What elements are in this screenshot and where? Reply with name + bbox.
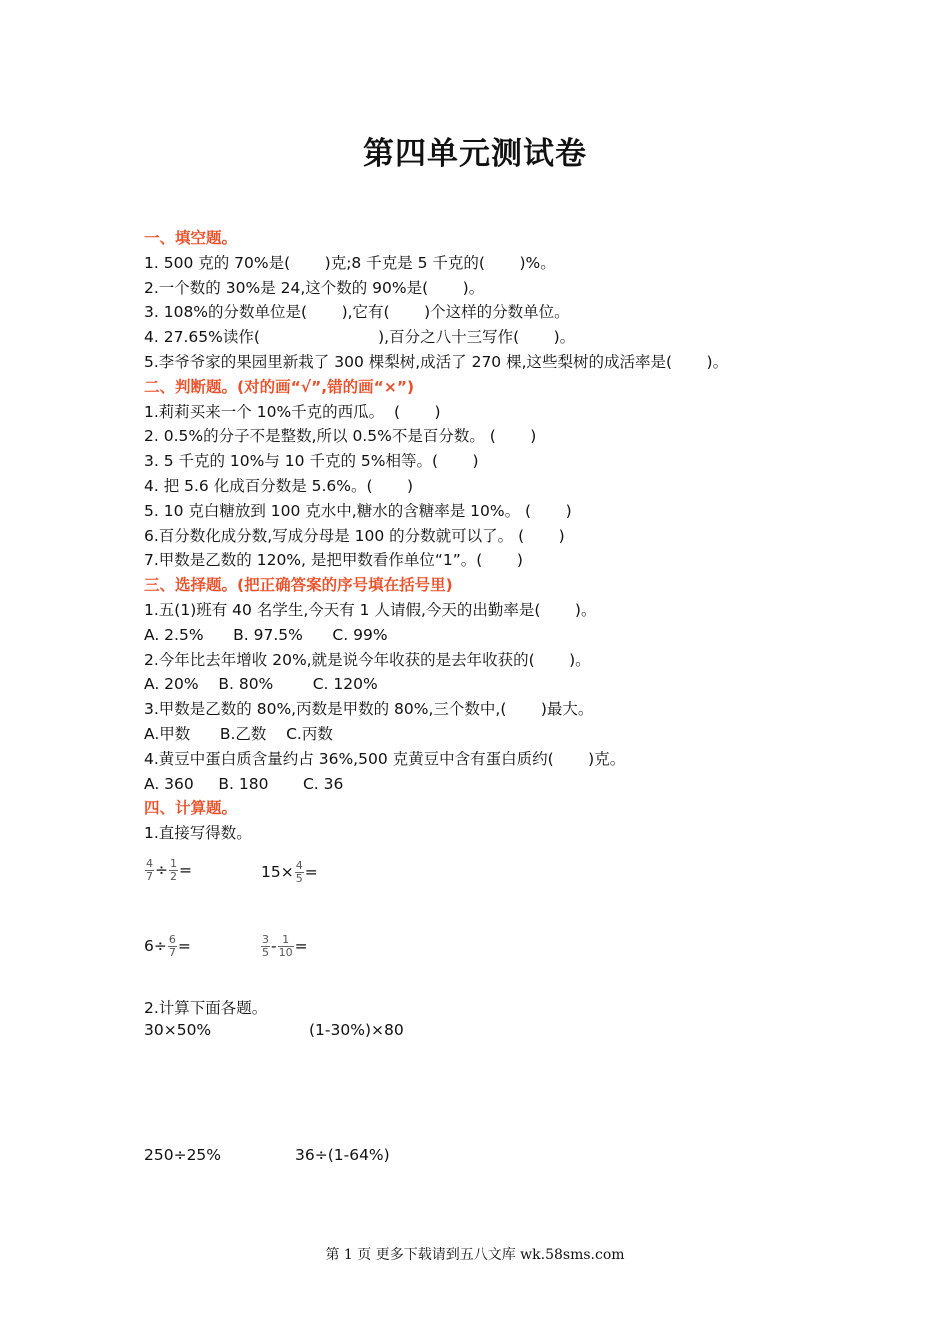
question-line: 1.五(1)班有 40 名学生,今天有 1 人请假,今天的出勤率是( )。 (144, 600, 597, 619)
expr-whole-times-fraction: 15× $\frac{4}{5}$ = (261, 859, 318, 885)
question-line: 4. 把 5.6 化成百分数是 5.6%。( ) (144, 476, 414, 495)
question-line: 1.直接写得数。 (144, 824, 252, 843)
question-line: A. 20% B. 80% C. 120% (144, 675, 378, 694)
question-line: 2. 0.5%的分子不是整数,所以 0.5%不是百分数。 ( ) (144, 427, 537, 446)
question-line: 3.甲数是乙数的 80%,丙数是甲数的 80%,三个数中,( )最大。 (144, 700, 594, 719)
expr-fraction-divide: $\frac{4}{7}$ ÷ $\frac{1}{2}$ = (146, 857, 192, 883)
calc-item-4: 36÷(1-64%) (295, 1146, 390, 1164)
direct-calc-row-2 (144, 934, 544, 974)
question-line: 1.莉莉买来一个 10%千克的西瓜。 ( ) (144, 402, 441, 421)
expr-whole-divide-fraction: 6÷ $\frac{6}{7}$ = (144, 933, 191, 959)
question-line: 2.一个数的 30%是 24,这个数的 90%是( )。 (144, 278, 485, 297)
page-footer: 第 1 页 更多下载请到五八文库 wk.58sms.com (325, 1247, 625, 1263)
question-line: 4.黄豆中蛋白质含量约占 36%,500 克黄豆中含有蛋白质约( )克。 (144, 749, 626, 768)
expr-fraction-subtract: $\frac{3}{5}$ - $\frac{1}{10}$ = (262, 933, 308, 959)
question-line: A. 2.5% B. 97.5% C. 99% (144, 625, 388, 644)
page-title: 第四单元测试卷 (363, 136, 587, 172)
question-line: A.甲数 B.乙数 C.丙数 (144, 724, 333, 743)
question-line: 7.甲数是乙数的 120%, 是把甲数看作单位“1”。( ) (144, 551, 523, 570)
question-line: 5. 10 克白糖放到 100 克水中,糖水的含糖率是 10%。 ( ) (144, 501, 572, 520)
question-line: 3. 108%的分数单位是( ),它有( )个这样的分数单位。 (144, 303, 570, 322)
calc-item-3: 250÷25% (144, 1146, 222, 1164)
section-heading: 三、选择题。(把正确答案的序号填在括号里) (144, 576, 453, 595)
question-line: 1. 500 克的 70%是( )克;8 千克是 5 千克的( )%。 (144, 253, 556, 272)
section-heading: 一、填空题。 (144, 229, 238, 247)
calc-title: 2.计算下面各题。 (144, 999, 268, 1017)
calc-item-1: 30×50% (144, 1021, 212, 1039)
question-line: A. 360 B. 180 C. 36 (144, 774, 344, 793)
calc-item-2: (1-30%)×80 (309, 1021, 404, 1039)
direct-calc-row-1 (144, 858, 544, 898)
question-line: 3. 5 千克的 10%与 10 千克的 5%相等。( ) (144, 452, 479, 471)
question-line: 5.李爷爷家的果园里新栽了 300 棵梨树,成活了 270 棵,这些梨树的成活率是( )。 (144, 352, 729, 371)
calc-row-1 (144, 1021, 544, 1045)
question-line: 6.百分数化成分数,写成分母是 100 的分数就可以了。 ( ) (144, 526, 565, 545)
question-line: 4. 27.65%读作( ),百分之八十三写作( )。 (144, 328, 576, 347)
question-list (144, 226, 924, 846)
section-heading: 四、计算题。 (144, 799, 238, 818)
question-line: 2.今年比去年增收 20%,就是说今年收获的是去年收获的( )。 (144, 650, 591, 669)
section-heading: 二、判断题。(对的画“√”,错的画“×”) (144, 377, 415, 396)
calc-row-2 (144, 1146, 544, 1170)
